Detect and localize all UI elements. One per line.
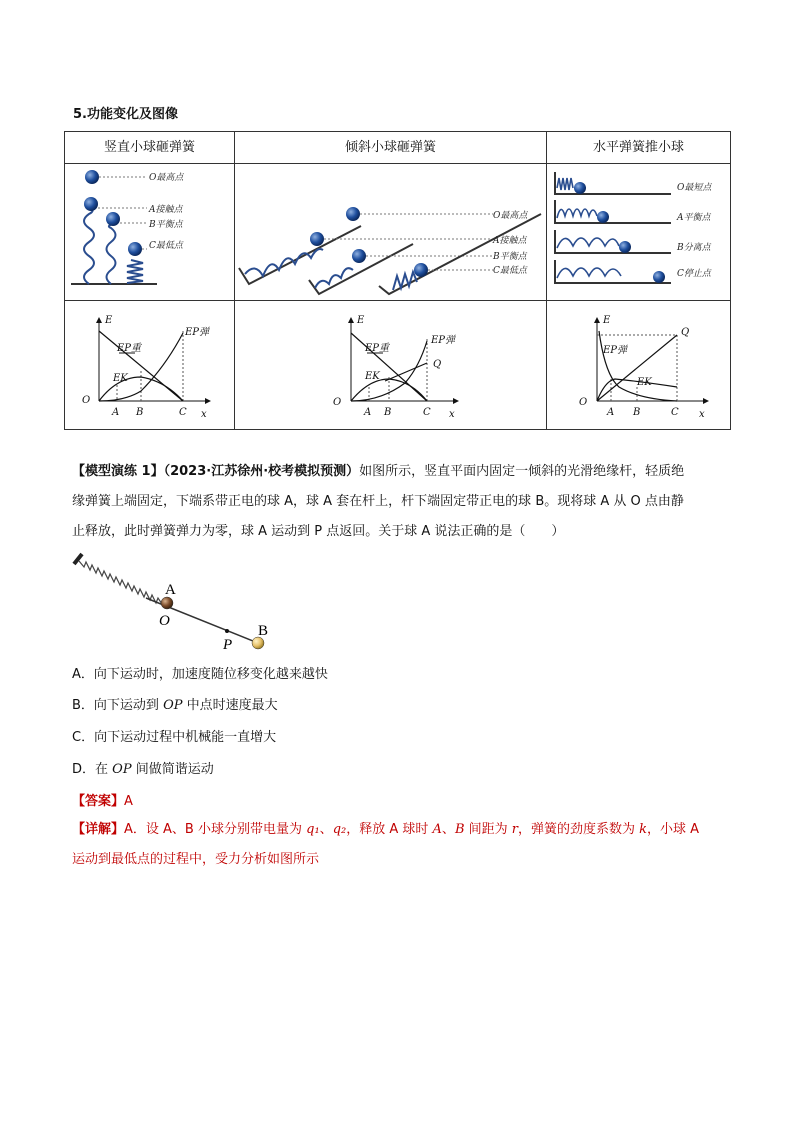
g2-c: C: [423, 407, 431, 418]
ball-io: [346, 207, 360, 221]
ball-hb: [619, 241, 631, 253]
graph-incline: [235, 301, 546, 429]
option-d-text-1: 在: [95, 762, 113, 777]
explanation-line-2: 运动到最低点的过程中，受力分析如图所示: [72, 852, 320, 867]
explain-p2: ，释放 A 球时: [346, 822, 433, 837]
problem-statement: [72, 457, 732, 547]
g1-ek: EK: [113, 373, 128, 384]
g3-b: B: [633, 407, 641, 418]
label-vc: C最低点: [149, 241, 183, 251]
g3-eps: EP弹: [603, 345, 628, 356]
energy-table: [64, 131, 731, 430]
g3-x: x: [699, 409, 705, 420]
fig-label-a: A: [165, 582, 176, 598]
incline-spring-cell: [235, 164, 547, 301]
graph-horizontal-cell: [547, 301, 731, 430]
option-b-var: OP: [163, 698, 183, 713]
g3-e: E: [603, 315, 611, 326]
ball-c: [128, 242, 142, 256]
incline-spring-diagram: [235, 164, 546, 300]
explain-va: A: [432, 822, 442, 837]
explain-p4: ，弹簧的劲度系数为: [517, 822, 640, 837]
g2-eps: EP弹: [431, 335, 456, 346]
problem-line-1: [72, 457, 732, 487]
explanation-line-1: [72, 815, 732, 845]
g3-c: C: [671, 407, 679, 418]
ball-a: [84, 197, 98, 211]
g2-o: O: [333, 397, 342, 408]
option-a-text: 向下运动时，加速度随位移变化越来越快: [93, 667, 328, 682]
spring: [79, 561, 162, 604]
g1-c: C: [179, 407, 187, 418]
option-b-text-1: 向下运动到: [93, 698, 164, 713]
problem-figure: [70, 552, 290, 656]
ball-ha: [597, 211, 609, 223]
g3-a: A: [607, 407, 615, 418]
graph-incline-cell: [235, 301, 547, 430]
option-c[interactable]: [72, 726, 276, 745]
ball-hc: [653, 271, 665, 283]
option-b-key: B．: [72, 698, 94, 713]
option-c-key: C．: [72, 730, 95, 745]
horizontal-spring-diagram: [547, 164, 730, 300]
option-d-key: D．: [72, 762, 96, 777]
spring-a: [84, 208, 94, 284]
explanation: [72, 815, 732, 875]
ball-ia: [310, 232, 324, 246]
g1-x: x: [201, 409, 207, 420]
label-hb: B分离点: [677, 243, 711, 253]
header-horizontal: 水平弹簧推小球: [547, 132, 731, 164]
graph-vertical-cell: [65, 301, 235, 430]
answer-tag: 【答案】: [72, 794, 125, 809]
explain-p5: ，小球 A: [647, 822, 700, 837]
label-io: O最高点: [493, 211, 528, 221]
fig-label-p: P: [223, 637, 233, 653]
vertical-spring-diagram: [65, 164, 234, 300]
g2-b: B: [384, 407, 392, 418]
g2-ek: EK: [365, 371, 380, 382]
answer-value: A: [124, 794, 133, 809]
explain-sep1: 、: [319, 822, 333, 837]
g2-a: A: [364, 407, 372, 418]
label-vb: B平衡点: [149, 220, 183, 230]
option-b[interactable]: [72, 694, 278, 713]
graph-vertical: [65, 301, 234, 429]
fig-label-o: O: [159, 613, 170, 629]
graph-horizontal: [547, 301, 730, 429]
spring-b: [107, 224, 116, 284]
ball-a: [161, 597, 173, 609]
ball-b: [106, 212, 120, 226]
problem-tag: 【模型演练 1】: [72, 464, 164, 479]
g2-q: Q: [433, 359, 442, 370]
option-d-text-2: 间做简谐运动: [131, 762, 214, 777]
g1-o: O: [82, 395, 91, 406]
option-d-var: OP: [112, 762, 132, 777]
g1-b: B: [136, 407, 144, 418]
ball-o: [85, 170, 99, 184]
problem-line-2: 缘弹簧上端固定，下端系带正电的球 A，球 A 套在杆上，杆下端固定带正电的球 B。现将球 A 从 O 点由静: [72, 494, 684, 509]
option-d[interactable]: [72, 758, 214, 777]
horizontal-spring-cell: [547, 164, 731, 301]
g1-a: A: [112, 407, 120, 418]
fig-label-b: B: [258, 623, 269, 639]
option-c-text: 向下运动过程中机械能一直增大: [94, 730, 277, 745]
point-p: [225, 629, 229, 633]
explain-vk: k: [639, 822, 648, 837]
explain-vb: B: [454, 822, 465, 837]
label-ia: A接触点: [493, 236, 527, 246]
vertical-spring-cell: [65, 164, 235, 301]
explain-q2: q₂: [332, 822, 347, 837]
option-a-key: A．: [72, 667, 94, 682]
explain-p3: 间距为: [464, 822, 512, 837]
problem-text-1: 如图所示，竖直平面内固定一倾斜的光滑绝缘杆，轻质绝: [359, 464, 685, 479]
g3-ek: EK: [637, 377, 652, 388]
g3-o: O: [579, 397, 588, 408]
option-a[interactable]: [72, 663, 328, 682]
problem-line-3: 止释放，此时弹簧弹力为零，球 A 运动到 P 点返回。关于球 A 说法正确的是（ ）: [72, 524, 565, 539]
label-ha: A平衡点: [677, 213, 711, 223]
label-vo: O最高点: [149, 173, 184, 183]
g1-epg: EP重: [117, 343, 142, 354]
option-b-text-2: 中点时速度最大: [182, 698, 278, 713]
explain-sep2: 、: [441, 822, 455, 837]
label-va: A接触点: [149, 205, 183, 215]
problem-source: （2023·江苏徐州·校考模拟预测）: [163, 464, 360, 479]
explain-q1: q₁: [306, 822, 320, 837]
label-hc: C停止点: [677, 269, 711, 279]
explain-p1: A．设 A、B 小球分别带电量为: [124, 822, 307, 837]
section-title: 5.功能变化及图像: [73, 107, 178, 122]
explain-vr: r: [511, 822, 518, 837]
label-ic: C最低点: [493, 266, 527, 276]
g1-e: E: [105, 315, 113, 326]
ball-ib: [352, 249, 366, 263]
ball-ho: [574, 182, 586, 194]
answer: [72, 790, 133, 809]
label-ho: O最短点: [677, 183, 712, 193]
ball-ic: [414, 263, 428, 277]
g2-epg: EP重: [365, 343, 390, 354]
spring-c: [127, 260, 143, 283]
spring-i1: [245, 249, 323, 276]
explain-tag: 【详解】: [72, 822, 125, 837]
label-ib: B平衡点: [493, 252, 527, 262]
header-incline: 倾斜小球砸弹簧: [235, 132, 547, 164]
header-vertical: 竖直小球砸弹簧: [65, 132, 235, 164]
g2-x: x: [449, 409, 455, 420]
g3-q: Q: [681, 327, 690, 338]
g1-eps: EP弹: [185, 327, 210, 338]
g2-e: E: [357, 315, 365, 326]
